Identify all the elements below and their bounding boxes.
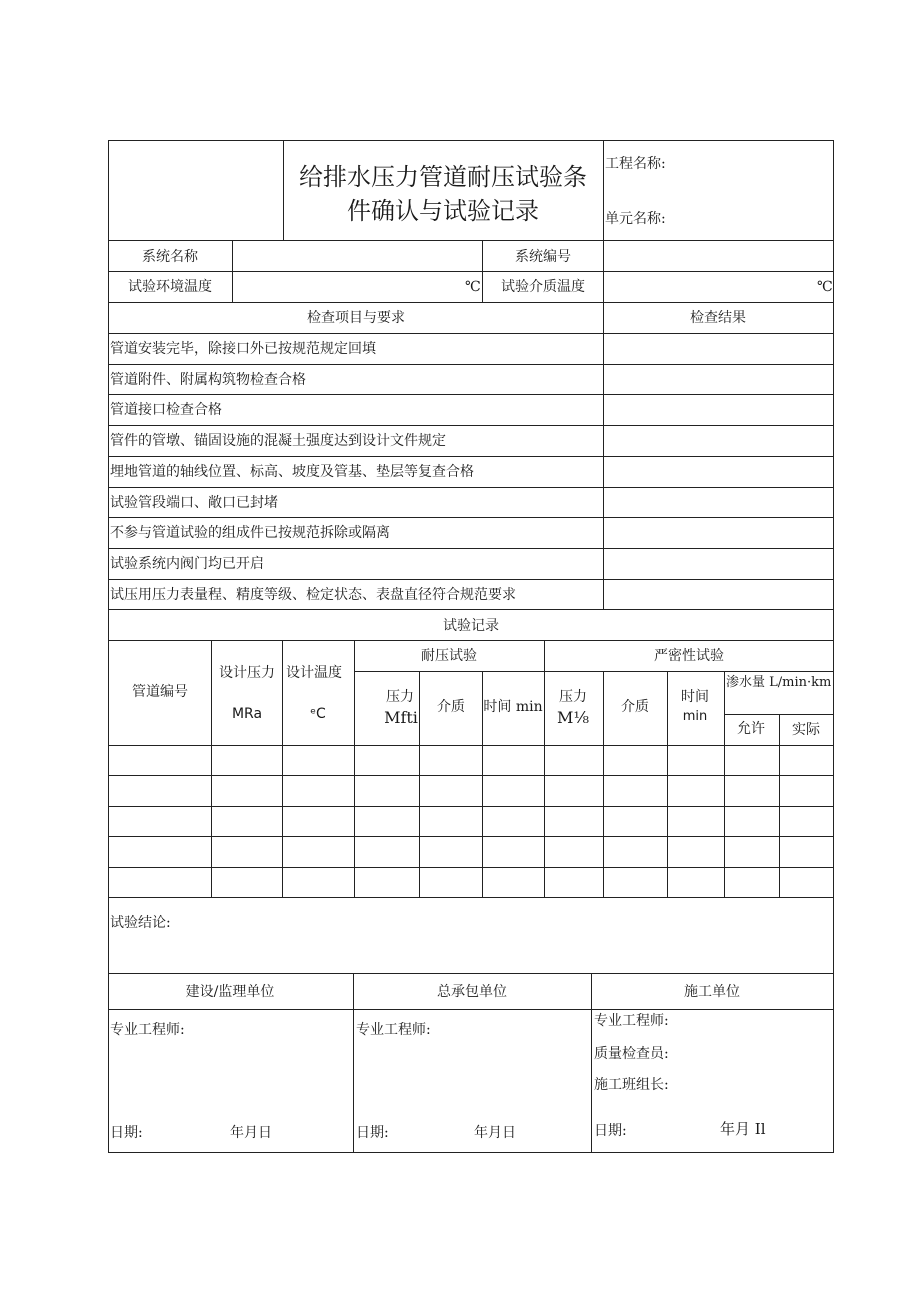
design-pressure-unit: MRa [231, 706, 263, 722]
tt-time-header: 时间 [681, 689, 709, 705]
tt-pressure-header: 压力 [559, 689, 587, 705]
rule [108, 867, 834, 868]
system-number-label: 系统编号 [515, 249, 571, 265]
pressure-test-header: 耐压试验 [421, 648, 477, 664]
rule [108, 487, 834, 488]
rule [108, 775, 834, 776]
rule [108, 609, 834, 610]
rule [108, 240, 834, 241]
crew-leader-label: 施工班组长: [594, 1077, 669, 1093]
col3-date-value: 年月 Il [720, 1120, 766, 1138]
rule [419, 671, 420, 897]
form-title-line-2: 件确认与试验记录 [347, 197, 539, 225]
medium-temp-label: 试验介质温度 [501, 279, 585, 295]
rule [108, 394, 834, 395]
design-temp-unit: ᵉC [310, 706, 326, 722]
env-temp-label: 试验环境温度 [128, 279, 212, 295]
rule [108, 548, 834, 549]
rule [211, 640, 212, 897]
rule [591, 973, 592, 1153]
seepage-actual-header: 实际 [792, 722, 820, 738]
check-item: 试压用压力表量程、精度等级、检定状态、表盘直径符合规范要求 [110, 587, 516, 603]
rule [603, 302, 604, 609]
rule [108, 806, 834, 807]
design-pressure-header: 设计压力 [219, 665, 275, 681]
rule [667, 671, 668, 897]
rule [108, 517, 834, 518]
pipe-number-header: 管道编号 [132, 684, 188, 700]
rule [603, 671, 604, 897]
tt-medium-header: 介质 [621, 699, 649, 715]
border-left [108, 140, 109, 1153]
rule [282, 640, 283, 897]
col3-date-label: 日期: [594, 1123, 627, 1139]
border-top [108, 140, 834, 141]
rule [108, 1009, 834, 1010]
env-temp-unit: ℃ [465, 279, 481, 295]
rule [108, 897, 834, 898]
medium-temp-unit: ℃ [817, 279, 833, 295]
rule [354, 640, 355, 897]
col3-engineer-label: 专业工程师: [594, 1013, 669, 1029]
check-item: 管道安装完毕，除接口外已按规范规定回填 [110, 341, 376, 357]
rule [108, 271, 834, 272]
system-name-label: 系统名称 [142, 249, 198, 265]
border-right [833, 140, 834, 1153]
rule [108, 973, 834, 974]
check-item: 试验系统内阀门均已开启 [110, 556, 264, 572]
rule [108, 425, 834, 426]
conclusion-label: 试验结论: [110, 915, 171, 931]
tt-time-unit: min [682, 709, 708, 724]
pt-pressure-unit: Mfti [384, 708, 418, 727]
tt-pressure-unit: M⅛ [557, 708, 589, 727]
form-title-line-1: 给排水压力管道耐压试验条 [299, 163, 587, 191]
rule [232, 240, 233, 302]
seepage-header: 渗水量 L/min·km [726, 675, 832, 690]
owner-supervisor-header: 建设/监理单位 [185, 984, 275, 1000]
col1-engineer-label: 专业工程师: [110, 1022, 185, 1038]
check-item: 埋地管道的轴线位置、标高、坡度及管基、垫层等复查合格 [110, 464, 474, 480]
rule [108, 333, 834, 334]
rule [603, 240, 604, 302]
record-section-title: 试验记录 [443, 618, 499, 634]
col2-date-value: 年月日 [474, 1125, 516, 1141]
check-result-header: 检查结果 [690, 310, 746, 326]
rule [108, 640, 834, 641]
rule [779, 714, 780, 897]
rule [354, 671, 834, 672]
rule [603, 140, 604, 240]
design-temp-header: 设计温度 [286, 665, 342, 681]
rule [544, 640, 545, 897]
col2-date-label: 日期: [356, 1125, 389, 1141]
quality-inspector-label: 质量检查员: [594, 1046, 669, 1062]
check-item: 试验管段端口、敞口已封堵 [110, 495, 278, 511]
pt-time-header: 时间 min [483, 699, 543, 715]
check-items-header: 检查项目与要求 [307, 310, 405, 326]
rule [108, 745, 834, 746]
construction-unit-header: 施工单位 [684, 984, 740, 1000]
rule [108, 456, 834, 457]
check-item: 不参与管道试验的组成件已按规范拆除或隔离 [110, 525, 390, 541]
col1-date-value: 年月日 [230, 1125, 272, 1141]
general-contractor-header: 总承包单位 [437, 984, 507, 1000]
tightness-test-header: 严密性试验 [654, 648, 724, 664]
col2-engineer-label: 专业工程师: [356, 1022, 431, 1038]
check-item: 管道接口检查合格 [110, 402, 222, 418]
rule [724, 671, 725, 897]
check-item: 管件的管墩、锚固设施的混凝土强度达到设计文件规定 [110, 433, 446, 449]
seepage-allowed-header: 允许 [737, 721, 765, 737]
rule [482, 240, 483, 302]
check-item: 管道附件、附属构筑物检查合格 [110, 372, 306, 388]
rule [108, 364, 834, 365]
pt-pressure-header: 压力 [386, 689, 414, 705]
pt-medium-header: 介质 [437, 699, 465, 715]
rule [108, 579, 834, 580]
border-bottom [108, 1152, 834, 1153]
unit-name-label: 单元名称: [605, 211, 666, 227]
col1-date-label: 日期: [110, 1125, 143, 1141]
rule [353, 973, 354, 1153]
rule [108, 836, 834, 837]
rule [108, 302, 834, 303]
form-title [284, 160, 602, 228]
project-name-label: 工程名称: [605, 156, 666, 172]
